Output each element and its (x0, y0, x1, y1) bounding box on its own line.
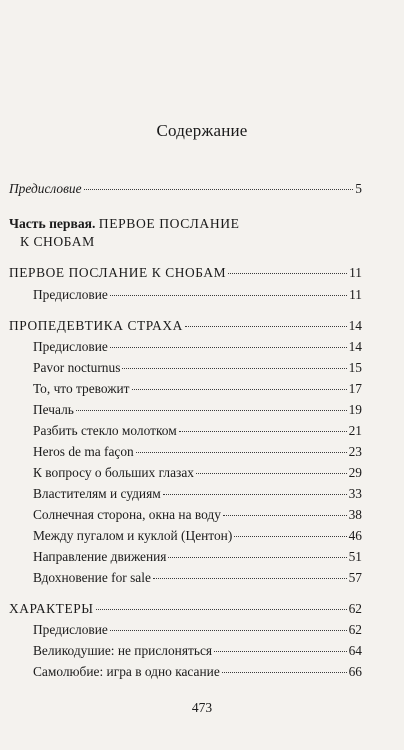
toc-entry-section (9, 317, 362, 334)
leader-dots (153, 578, 347, 579)
toc-entry-page: 14 (348, 339, 362, 354)
toc-entry-label: Великодушие: не прислоняться (33, 643, 213, 658)
leader-dots (168, 557, 346, 558)
toc-entry (33, 401, 362, 418)
page-number: 473 (191, 700, 213, 715)
toc-entry-label: К вопросу о больших глазах (33, 465, 194, 480)
toc-entry-page: 57 (348, 570, 362, 585)
toc-entry-section (9, 600, 362, 617)
leader-dots (136, 452, 347, 453)
toc-entry-label: ХАРАКТЕРЫ (9, 601, 94, 616)
toc-entry-page: 11 (349, 265, 362, 280)
toc-entry-label: Печаль (33, 402, 74, 417)
toc-entry (33, 380, 362, 397)
toc-entry-page: 38 (348, 507, 362, 522)
toc-entry-label: Предисловие (9, 181, 82, 196)
toc-entry-label: ПЕРВОЕ ПОСЛАНИЕ К СНОБАМ (9, 265, 227, 280)
toc-entry (33, 506, 362, 523)
leader-dots (196, 473, 347, 474)
part-one-heading (9, 215, 339, 251)
toc-entry-page: 11 (349, 287, 362, 302)
leader-dots (222, 672, 347, 673)
toc-entry-page: 29 (348, 465, 362, 480)
toc-entry (33, 548, 362, 565)
toc-entry (33, 527, 362, 544)
toc-entry-preface (9, 180, 362, 197)
toc-entry-page: 66 (348, 664, 362, 679)
toc-entry (33, 569, 362, 586)
leader-dots (179, 431, 347, 432)
toc-entry-label: Солнечная сторона, окна на воду (33, 507, 221, 522)
toc-entry-label: Самолюбие: игра в одно касание (33, 664, 220, 679)
toc-entry (33, 443, 362, 460)
leader-dots (96, 609, 347, 610)
toc-entry-label: Предисловие (33, 622, 108, 637)
toc-entry (33, 359, 362, 376)
toc-entry-page: 23 (348, 444, 362, 459)
leader-dots (223, 515, 347, 516)
toc-entry-page: 19 (348, 402, 362, 417)
leader-dots (122, 368, 346, 369)
toc-entry (33, 464, 362, 481)
toc-entry-page: 5 (355, 181, 362, 196)
toc-entry-label: Heros de ma façon (33, 444, 134, 459)
leader-dots (110, 347, 347, 348)
leader-dots (110, 630, 347, 631)
toc-entry-label: Предисловие (33, 287, 108, 302)
part-one-title-cont: К СНОБАМ (20, 234, 95, 249)
toc-entry (33, 338, 362, 355)
toc-entry-page: 62 (348, 622, 362, 637)
toc-entry-page: 51 (348, 549, 362, 564)
leader-dots (234, 536, 346, 537)
leader-dots (214, 651, 347, 652)
leader-dots (132, 389, 347, 390)
toc-entry-label: Предисловие (33, 339, 108, 354)
leader-dots (110, 295, 347, 296)
toc-entry-label: ПРОПЕДЕВТИКА СТРАХА (9, 318, 183, 333)
toc-entry-section (9, 264, 362, 281)
leader-dots (76, 410, 347, 411)
toc-entry-label: Pavor nocturnus (33, 360, 121, 375)
toc-entry (33, 642, 362, 659)
leader-dots (228, 273, 347, 274)
leader-dots (163, 494, 347, 495)
toc-entry-label: То, что тревожит (33, 381, 130, 396)
toc-entry-page: 46 (348, 528, 362, 543)
leader-dots (84, 189, 354, 190)
toc-entry-page: 64 (348, 643, 362, 658)
leader-dots (185, 326, 347, 327)
toc-entry-page: 14 (348, 318, 362, 333)
toc-entry-label: Между пугалом и куклой (Центон) (33, 528, 233, 543)
toc-entry (33, 621, 362, 638)
toc-entry (33, 286, 362, 303)
toc-entry (33, 485, 362, 502)
toc-entry (33, 663, 362, 680)
part-one-label: Часть первая. (9, 216, 96, 231)
toc-entry-page: 17 (348, 381, 362, 396)
toc-entry (33, 422, 362, 439)
toc-entry-label: Направление движения (33, 549, 167, 564)
toc-entry-label: Вдохновение for sale (33, 570, 151, 585)
part-one-title: ПЕРВОЕ ПОСЛАНИЕ (98, 216, 240, 231)
toc-entry-page: 15 (348, 360, 362, 375)
toc-entry-label: Разбить стекло молотком (33, 423, 177, 438)
toc-entry-label: Властителям и судиям (33, 486, 161, 501)
toc-entry-page: 33 (348, 486, 362, 501)
toc-entry-page: 62 (348, 601, 362, 616)
contents-heading: Содержание (156, 121, 248, 140)
toc-entry-page: 21 (348, 423, 362, 438)
